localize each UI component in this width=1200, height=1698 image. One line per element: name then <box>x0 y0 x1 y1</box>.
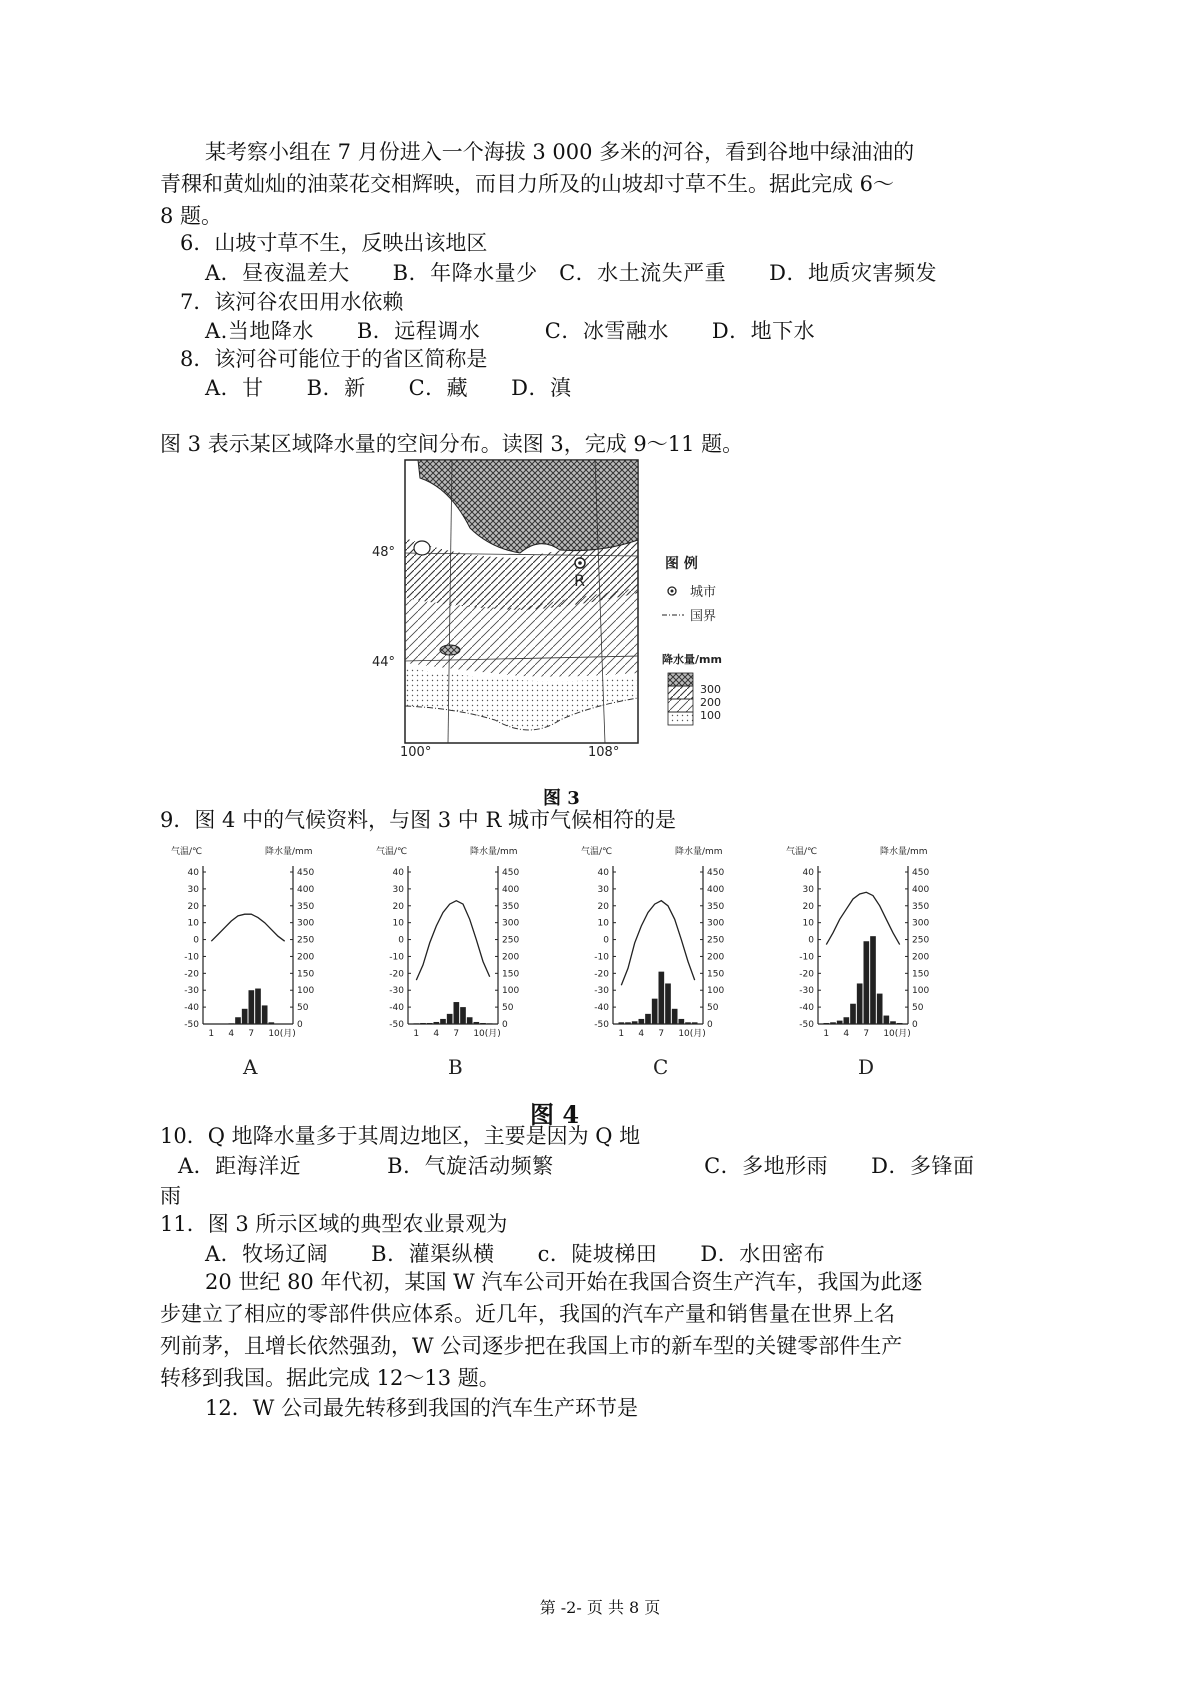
temp-tick-label: 30 <box>392 884 404 895</box>
month-tick-label: 4 <box>843 1029 850 1039</box>
precip-bar <box>890 1021 896 1024</box>
precip-tick-label: 100 <box>912 986 930 997</box>
temp-line <box>621 901 694 986</box>
precip-tick-label: 400 <box>707 884 725 895</box>
precip-tick-label: 250 <box>707 935 725 946</box>
legend-swatch-100 <box>668 699 693 712</box>
temp-tick-label: -30 <box>594 986 609 997</box>
precip-bar <box>837 1021 843 1024</box>
month-tick-label: 7 <box>248 1029 255 1039</box>
precip-bar <box>665 983 671 1024</box>
temp-tick-label: 0 <box>603 935 609 946</box>
month-tick-label: 1 <box>208 1029 215 1039</box>
legend-level-100: 100 <box>700 709 721 722</box>
precip-bar <box>269 1022 275 1024</box>
legend-precip-title: 降水量/mm <box>662 653 722 666</box>
month-tick-label: 4 <box>433 1029 440 1039</box>
temp-tick-label: 20 <box>802 901 814 912</box>
month-tick-label: 4 <box>638 1029 645 1039</box>
temp-line <box>211 914 284 941</box>
precip-bar <box>652 999 658 1024</box>
temp-tick-label: -20 <box>184 969 199 980</box>
precip-bar <box>414 1023 420 1024</box>
intro2-line-1: 20 世纪 80 年代初，某国 W 汽车公司开始在我国合资生产汽车，我国为此逐 <box>205 1270 923 1294</box>
temp-tick-label: 10 <box>392 918 404 929</box>
precip-bar <box>685 1022 691 1024</box>
temp-tick-label: -40 <box>594 1003 609 1014</box>
temp-tick-label: -20 <box>389 969 404 980</box>
precip-tick-label: 250 <box>912 935 930 946</box>
temp-tick-label: 30 <box>802 884 814 895</box>
precip-bar <box>434 1022 440 1024</box>
month-tick-label: 10(月) <box>678 1029 706 1039</box>
precip-axis-title: 降水量/mm <box>675 847 723 857</box>
lon-108-label: 108° <box>588 745 620 760</box>
temp-tick-label: -50 <box>389 1020 404 1030</box>
precip-tick-label: 400 <box>912 884 930 895</box>
precip-axis-title: 降水量/mm <box>880 847 928 857</box>
temp-tick-label: 0 <box>193 935 199 946</box>
precip-axis-title: 降水量/mm <box>265 847 313 857</box>
precip-bar <box>897 1023 903 1024</box>
precip-bar <box>262 1005 268 1024</box>
precip-bar <box>844 1017 850 1024</box>
lon-100-label: 100° <box>400 745 432 760</box>
temp-tick-label: 40 <box>187 868 199 878</box>
q9-stem: 9．图 4 中的气候资料，与图 3 中 R 城市气候相符的是 <box>160 808 676 832</box>
precip-tick-label: 450 <box>297 868 315 878</box>
month-tick-label: 1 <box>618 1029 625 1039</box>
temp-tick-label: -20 <box>799 969 814 980</box>
q10-options: A．距海洋近 B．气旋活动频繁 C．多地形雨 D．多锋面 <box>178 1154 975 1178</box>
precip-bar <box>454 1002 460 1024</box>
temp-tick-label: 20 <box>187 901 199 912</box>
temp-tick-label: -40 <box>799 1003 814 1014</box>
temp-tick-label: -10 <box>799 952 814 963</box>
precip-tick-label: 200 <box>707 952 725 963</box>
temp-axis-title: 气温/℃ <box>376 847 408 857</box>
precip-tick-label: 0 <box>297 1020 303 1030</box>
temp-tick-label: 20 <box>597 901 609 912</box>
lat-48-label: 48° <box>372 545 396 560</box>
precip-bar <box>427 1023 433 1024</box>
legend-swatch-200 <box>668 686 693 699</box>
precip-bar <box>474 1022 480 1024</box>
temp-axis-title: 气温/℃ <box>581 847 613 857</box>
climate-chart-c <box>581 845 724 1079</box>
chart-letter: C <box>653 1055 669 1079</box>
temp-tick-label: 10 <box>597 918 609 929</box>
precip-tick-label: 100 <box>502 986 520 997</box>
temp-tick-label: -40 <box>184 1003 199 1014</box>
precip-tick-label: 300 <box>297 918 315 929</box>
intro2-line-3: 列前茅，且增长依然强劲，W 公司逐步把在我国上市的新车型的关键零部件生产 <box>160 1334 903 1358</box>
precip-tick-label: 200 <box>912 952 930 963</box>
q11-options: A．牧场辽阔 B．灌渠纵横 c．陡坡梯田 D．水田密布 <box>205 1242 826 1266</box>
precip-bar <box>242 1009 248 1024</box>
precip-bar <box>420 1023 426 1024</box>
precip-tick-label: 200 <box>502 952 520 963</box>
temp-line <box>416 901 489 980</box>
q7-stem: 7．该河谷农田用水依赖 <box>180 290 404 314</box>
precip-bar <box>249 990 255 1024</box>
month-tick-label: 1 <box>823 1029 830 1039</box>
climate-chart-d <box>786 845 929 1079</box>
legend-swatch-low <box>668 712 693 725</box>
temp-tick-label: -10 <box>389 952 404 963</box>
precip-bar <box>672 1009 678 1024</box>
temp-tick-label: -50 <box>799 1020 814 1030</box>
temp-axis-title: 气温/℃ <box>171 847 203 857</box>
precip-tick-label: 150 <box>912 969 930 980</box>
climate-charts <box>165 842 985 1092</box>
precip-tick-label: 450 <box>912 868 930 878</box>
precip-tick-label: 400 <box>297 884 315 895</box>
precip-bar <box>440 1019 446 1024</box>
q8-options: A．甘 B．新 C．藏 D．滇 <box>205 376 572 400</box>
legend-level-200: 200 <box>700 696 721 709</box>
precip-bar <box>467 1017 473 1024</box>
precip-bar <box>857 983 863 1024</box>
precip-bar <box>235 1017 241 1024</box>
intro-line-1: 某考察小组在 7 月份进入一个海拔 3 000 多米的河谷，看到谷地中绿油油的 <box>205 140 915 164</box>
precip-tick-label: 350 <box>707 901 725 912</box>
precip-tick-label: 0 <box>502 1020 508 1030</box>
temp-tick-label: 10 <box>802 918 814 929</box>
precip-bar <box>460 1007 466 1024</box>
precip-tick-label: 450 <box>502 868 520 878</box>
precip-bar <box>487 1023 493 1024</box>
city-r-label: R <box>574 571 586 590</box>
precip-tick-label: 150 <box>297 969 315 980</box>
chart-letter: D <box>858 1055 875 1079</box>
precip-tick-label: 200 <box>297 952 315 963</box>
q10-stem: 10．Q 地降水量多于其周边地区，主要是因为 Q 地 <box>160 1124 641 1148</box>
temp-line <box>826 892 899 944</box>
fig3-caption: 图 3 <box>543 788 580 809</box>
temp-tick-label: 0 <box>398 935 404 946</box>
temp-tick-label: -30 <box>799 986 814 997</box>
temp-tick-label: -40 <box>389 1003 404 1014</box>
temp-tick-label: -20 <box>594 969 609 980</box>
precip-bar <box>255 989 261 1024</box>
month-tick-label: 10(月) <box>883 1029 911 1039</box>
precip-tick-label: 50 <box>502 1003 514 1014</box>
precip-bar <box>447 1014 453 1024</box>
precip-tick-label: 250 <box>502 935 520 946</box>
temp-axis-title: 气温/℃ <box>786 847 818 857</box>
legend-level-300: 300 <box>700 683 721 696</box>
climate-chart-a <box>171 845 314 1079</box>
lake-icon <box>414 541 430 555</box>
month-tick-label: 10(月) <box>473 1029 501 1039</box>
q7-options: A.当地降水 B．远程调水 C．冰雪融水 D．地下水 <box>205 319 816 343</box>
precip-tick-label: 300 <box>502 918 520 929</box>
fig4-caption: 图 4 <box>530 1100 580 1129</box>
precip-tick-label: 350 <box>912 901 930 912</box>
temp-tick-label: 30 <box>597 884 609 895</box>
q12-stem: 12．W 公司最先转移到我国的汽车生产环节是 <box>205 1396 638 1420</box>
legend-city-label: 城市 <box>690 585 717 600</box>
precip-bar <box>645 1014 651 1024</box>
q8-stem: 8．该河谷可能位于的省区简称是 <box>180 347 488 371</box>
precip-bar <box>632 1021 638 1024</box>
precip-tick-label: 150 <box>707 969 725 980</box>
intro-line-3: 8 题。 <box>160 204 223 228</box>
lat-44-label: 44° <box>372 655 396 670</box>
precip-bar <box>625 1022 631 1024</box>
precip-bar <box>850 1004 856 1024</box>
precip-bar <box>229 1023 235 1024</box>
legend-swatch-300 <box>668 673 693 686</box>
month-tick-label: 7 <box>658 1029 665 1039</box>
temp-tick-label: -10 <box>184 952 199 963</box>
precip-tick-label: 300 <box>707 918 725 929</box>
precip-tick-label: 100 <box>707 986 725 997</box>
q10-options-cont: 雨 <box>160 1184 181 1208</box>
q11-stem: 11．图 3 所示区域的典型农业景观为 <box>160 1212 508 1236</box>
temp-tick-label: 40 <box>392 868 404 878</box>
temp-tick-label: 20 <box>392 901 404 912</box>
intro2-line-4: 转移到我国。据此完成 12～13 题。 <box>160 1366 500 1390</box>
temp-tick-label: -50 <box>184 1020 199 1030</box>
precip-bar <box>639 1019 645 1024</box>
q6-stem: 6．山坡寸草不生，反映出该地区 <box>180 231 488 255</box>
temp-tick-label: 40 <box>802 868 814 878</box>
precip-bar <box>824 1023 830 1024</box>
legend-border-label: 国界 <box>690 609 717 624</box>
precip-tick-label: 400 <box>502 884 520 895</box>
climate-chart-b <box>376 845 519 1079</box>
month-tick-label: 4 <box>228 1029 235 1039</box>
q-area <box>440 645 460 655</box>
precip-bar <box>619 1022 625 1024</box>
chart-letter: B <box>448 1055 463 1079</box>
temp-tick-label: -50 <box>594 1020 609 1030</box>
precip-bar <box>480 1023 486 1024</box>
precip-bar <box>884 1016 890 1024</box>
month-tick-label: 7 <box>453 1029 460 1039</box>
precip-axis-title: 降水量/mm <box>470 847 518 857</box>
month-tick-label: 7 <box>863 1029 870 1039</box>
intro-line-2: 青稞和黄灿灿的油菜花交相辉映，而目力所及的山坡却寸草不生。据此完成 6～ <box>160 172 895 196</box>
temp-tick-label: 0 <box>808 935 814 946</box>
precip-tick-label: 50 <box>912 1003 924 1014</box>
precip-bar <box>870 936 876 1024</box>
precip-tick-label: 50 <box>297 1003 309 1014</box>
precip-tick-label: 50 <box>707 1003 719 1014</box>
precip-tick-label: 350 <box>297 901 315 912</box>
precip-bar <box>692 1022 698 1024</box>
precip-bar <box>877 994 883 1024</box>
temp-tick-label: 10 <box>187 918 199 929</box>
precip-tick-label: 0 <box>707 1020 713 1030</box>
precip-bar <box>659 972 665 1024</box>
precip-tick-label: 150 <box>502 969 520 980</box>
precip-tick-label: 250 <box>297 935 315 946</box>
page-footer: 第 -2- 页 共 8 页 <box>539 1598 661 1617</box>
precip-bar <box>864 941 870 1024</box>
temp-tick-label: -30 <box>184 986 199 997</box>
legend-title: 图 例 <box>665 556 698 572</box>
temp-tick-label: -10 <box>594 952 609 963</box>
precip-tick-label: 450 <box>707 868 725 878</box>
chart-letter: A <box>243 1055 258 1079</box>
month-tick-label: 10(月) <box>268 1029 296 1039</box>
fig3-intro: 图 3 表示某区域降水量的空间分布。读图 3，完成 9～11 题。 <box>160 432 744 456</box>
precip-tick-label: 300 <box>912 918 930 929</box>
precip-bar <box>679 1019 685 1024</box>
precip-tick-label: 350 <box>502 901 520 912</box>
precip-bar <box>830 1022 836 1024</box>
month-tick-label: 1 <box>413 1029 420 1039</box>
q6-options: A．昼夜温差大 B．年降水量少 C．水土流失严重 D．地质灾害频发 <box>205 261 937 285</box>
precip-tick-label: 0 <box>912 1020 918 1030</box>
temp-tick-label: 40 <box>597 868 609 878</box>
precipitation-map <box>372 458 780 760</box>
temp-tick-label: 30 <box>187 884 199 895</box>
precip-tick-label: 100 <box>297 986 315 997</box>
intro2-line-2: 步建立了相应的零部件供应体系。近几年，我国的汽车产量和销售量在世界上名 <box>160 1302 895 1326</box>
temp-tick-label: -30 <box>389 986 404 997</box>
